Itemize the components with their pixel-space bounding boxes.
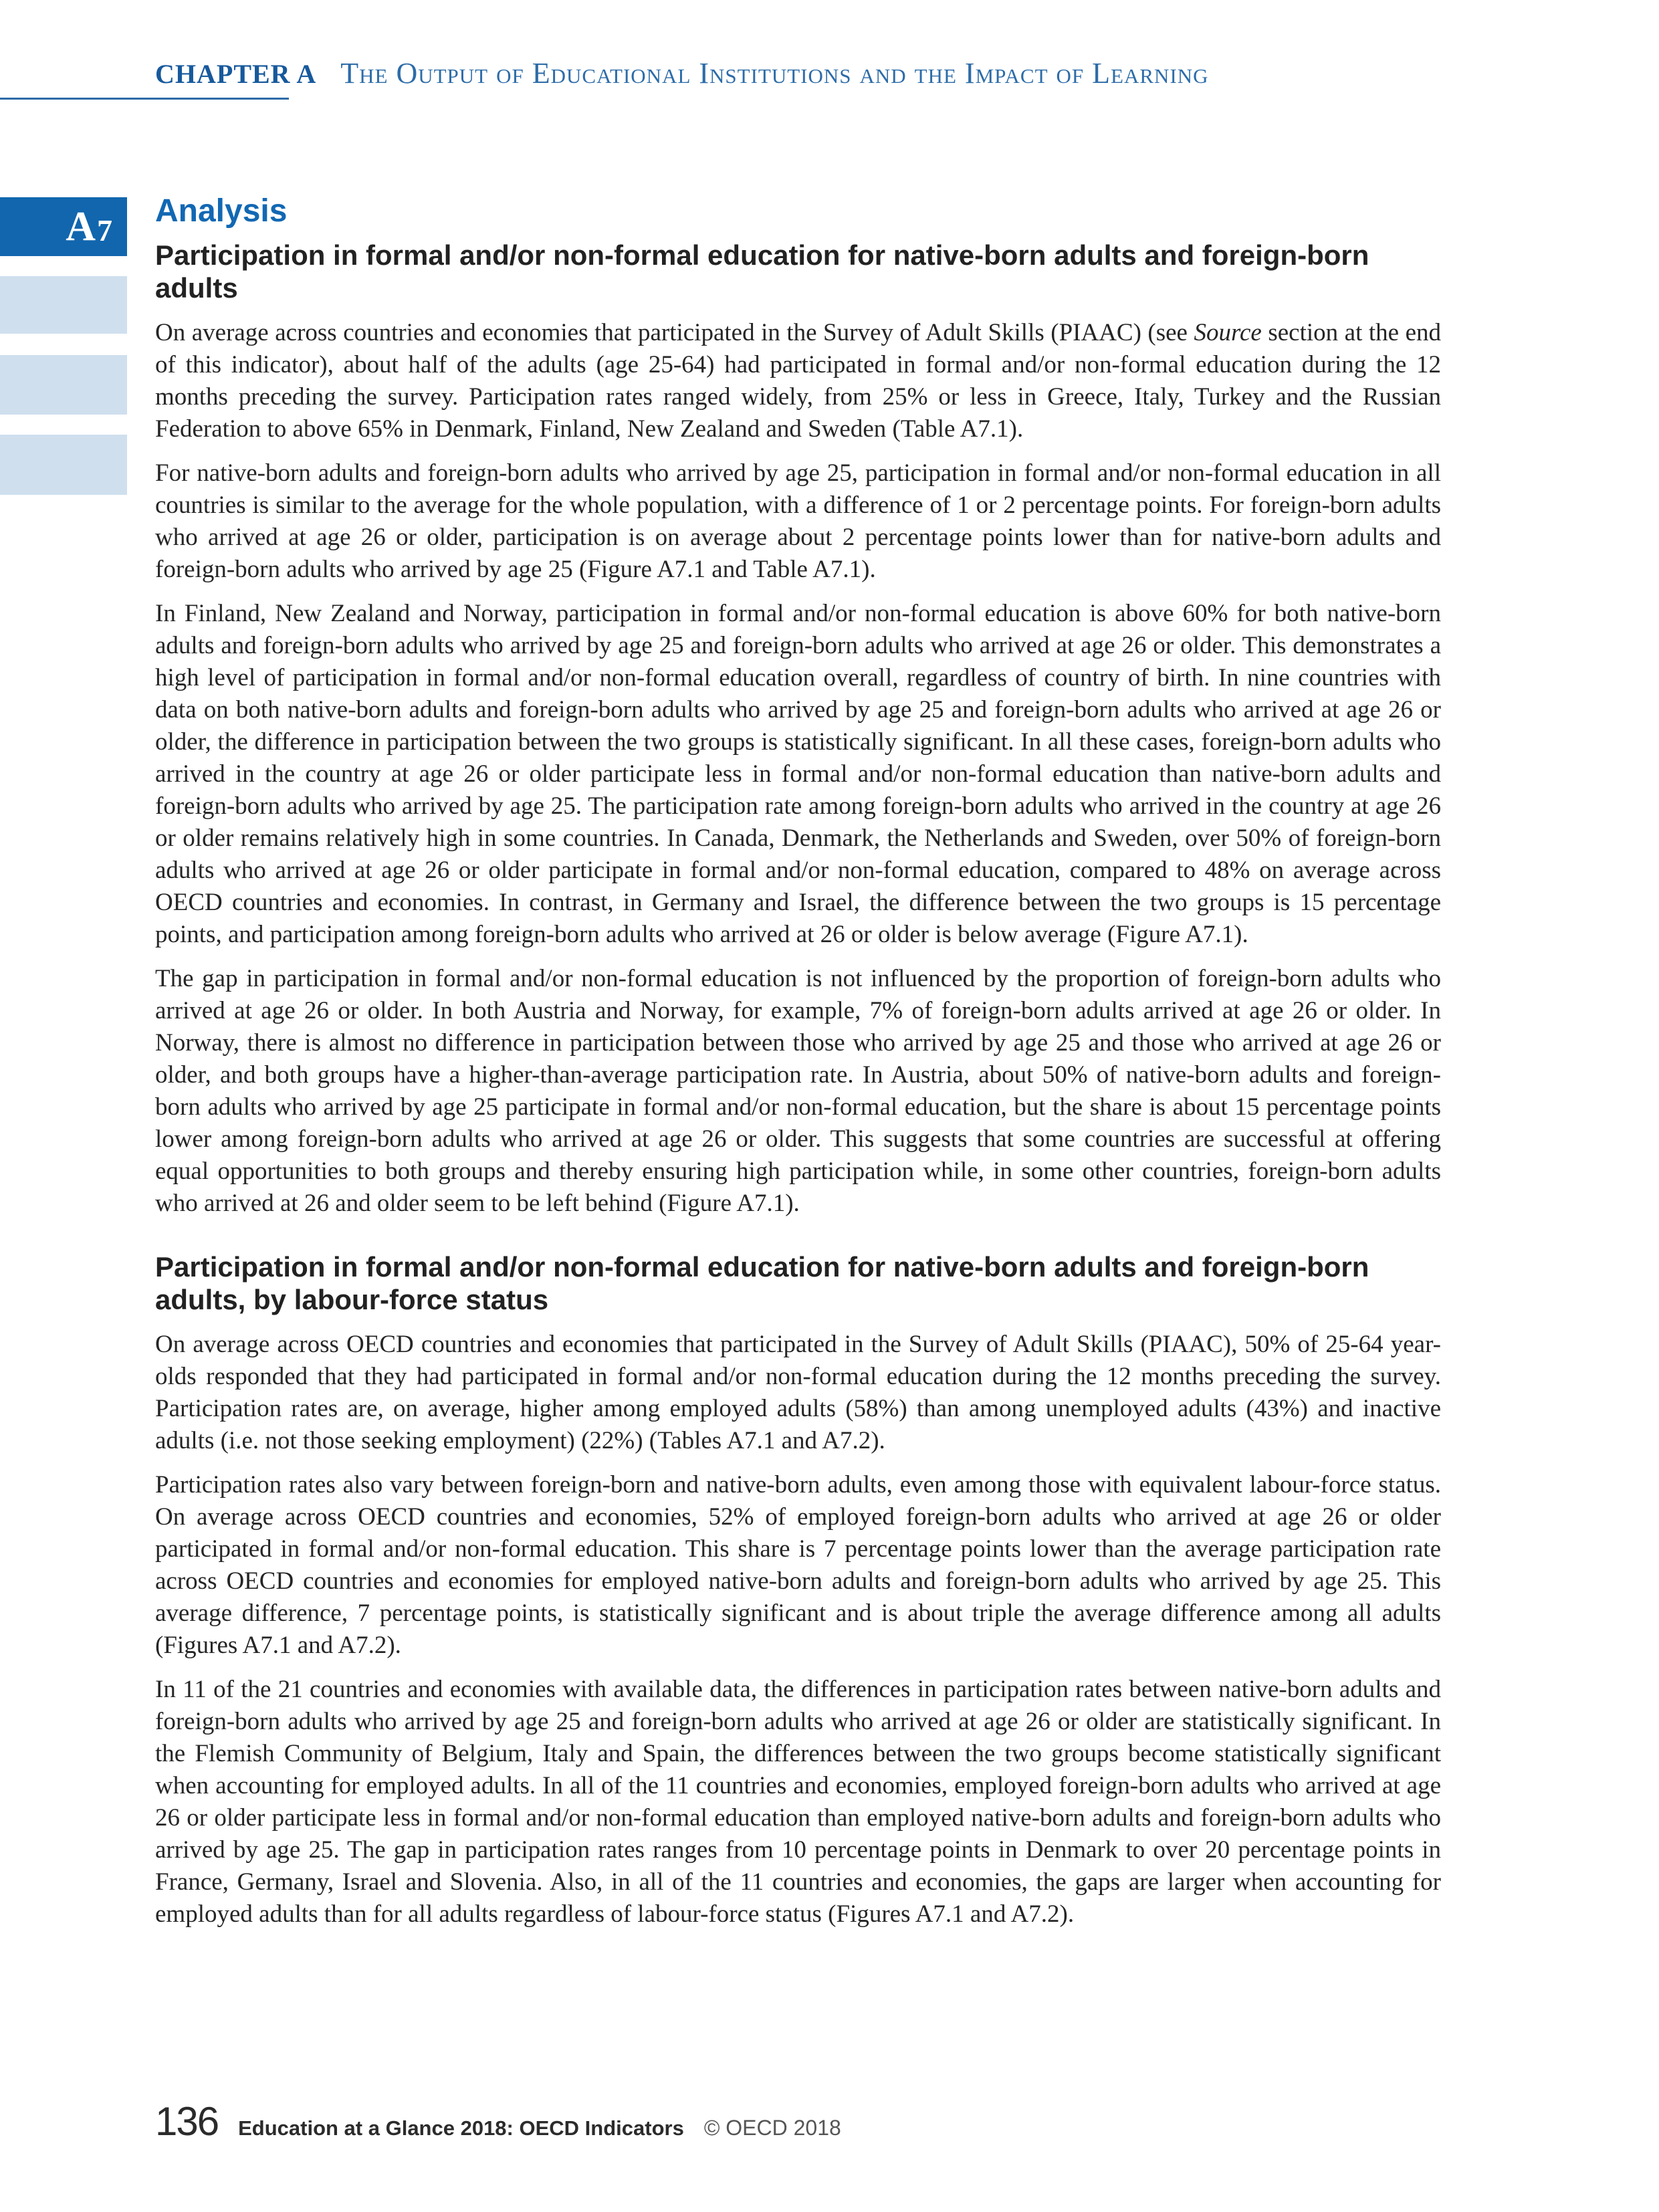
paragraph-4: The gap in participation in formal and/or non-formal education is not influenced by the proportion of foreign-born adults who arrived at age 26 or older. In both Austria and Norway, for example, 7% of foreign-born adults arrived at age 26 or older. In Norway, there is almost no difference in participation between those who arrived by age 25 and those who arrived at age 26 or older, and both groups have a higher-than-average participation rate. In Austria, about 50% of native-born adults and foreign-born adults who arrived by age 25 participate in formal and/or non-formal education, but the share is about 15 percentage points lower among foreign-born adults who arrived at age 26 or older. This suggests that some countries are successful at offering equal opportunities to both groups and thereby ensuring high participation while, in some other countries, foreign-born adults who arrived at 26 and older seem to be left behind (Figure A7.1). [155,964,1441,1217]
book-title: Education at a Glance 2018: OECD Indicators [238,2116,684,2140]
paragraph-1-text: On average across countries and economies that participated in the Survey of Adult Skills (PIAAC) (see [155,318,1194,346]
chapter-label: CHAPTER A [155,59,317,89]
header-rule [0,98,289,100]
section1-heading: Participation in formal and/or non-formal education for native-born adults and foreign-born adults [155,239,1369,304]
analysis-title: Analysis [155,193,288,229]
section2-heading: Participation in formal and/or non-formal education for native-born adults and foreign-born adults, by labour-force status [155,1250,1369,1316]
indicator-badge-letter: A [66,204,96,249]
page-header [0,56,1659,103]
sidebar-block [0,355,127,415]
copyright-notice: © OECD 2018 [703,2116,841,2140]
chapter-title: The Output of Educational Institutions and the Impact of Learning [340,57,1209,90]
paragraph-6: Participation rates also vary between foreign-born and native-born adults, even among those with equivalent labour-force status. On average across OECD countries and economies, 52% of employed foreign-born adults who arrived at age 26 or older participated in formal and/or non-formal education. This share is 7 percentage points lower than the average participation rate across OECD countries and economies for employed native-born adults and foreign-born adults who arrived by age 25. This average difference, 7 percentage points, is statistically significant and is about triple the average difference among all adults (Figures A7.1 and A7.2). [155,1470,1441,1659]
indicator-badge [0,197,127,256]
sidebar-block [0,276,127,334]
page-footer [155,2098,841,2144]
paragraph-3: In Finland, New Zealand and Norway, participation in formal and/or non-formal education is above 60% for both native-born adults and foreign-born adults who arrived by age 25 and foreign-born adults who arrived at age 26 or older. This demonstrates a high level of participation in formal and/or non-formal education overall, regardless of country of birth. In nine countries with data on both native-born adults and foreign-born adults who arrived by age 25 and foreign-born adults who arrived at age 26 or older, the difference in participation between the two groups is statistically significant. In all these cases, foreign-born adults who arrived in the country at age 26 or older participate less in formal and/or non-formal education than native-born adults and foreign-born adults who arrived by age 25. The participation rate among foreign-born adults who arrived in the country at age 26 or older remains relatively high in some countries. In Canada, Denmark, the Netherlands and Sweden, over 50% of foreign-born adults who arrived at age 26 or older participate in formal and/or non-formal education, compared to 48% on average across OECD countries and economies. In contrast, in Germany and Israel, the difference between the two groups is 15 percentage points, and participation among foreign-born adults who arrived at 26 or older is below average (Figure A7.1). [155,599,1441,948]
sidebar-block [0,435,127,495]
source-reference: Source [1194,318,1262,346]
paragraph-1-text-cont: section at the end of this indicator), about half of the adults (age 25-64) had participated in formal and/or non-formal education during the 12 months preceding the survey. Participation rates ranged widely, from 25% or less in Greece, Italy, Turkey and the Russian Federation to above 65% in Denmark, Finland, New Zealand and Sweden (Table A7.1). [155,318,1441,443]
page-number: 136 [155,2099,219,2144]
paragraph-1 [155,317,1441,445]
paragraph-2: For native-born adults and foreign-born adults who arrived by age 25, participation in formal and/or non-formal education in all countries is similar to the average for the whole population, with a difference of 1 or 2 percentage points. For foreign-born adults who arrived at age 26 or older, participation is on average about 2 percentage points lower than for native-born adults and foreign-born adults who arrived by age 25 (Figure A7.1 and Table A7.1). [155,459,1441,583]
indicator-badge-number: 7 [97,213,112,247]
paragraph-5: On average across OECD countries and economies that participated in the Survey of Adult Skills (PIAAC), 50% of 25-64 year-olds responded that they had participated in formal and/or non-formal education during the 12 months preceding the survey. Participation rates are, on average, higher among employed adults (58%) than among unemployed adults (43%) and inactive adults (i.e. not those seeking employment) (22%) (Tables A7.1 and A7.2). [155,1330,1441,1454]
main-column [155,194,1441,1943]
paragraph-7: In 11 of the 21 countries and economies with available data, the differences in participation rates between native-born adults and foreign-born adults who arrived by age 25 and foreign-born adults who arrived at age 26 or older are statistically significant. In the Flemish Community of Belgium, Italy and Spain, the differences between the two groups become statistically significant when accounting for employed adults. In all of the 11 countries and economies, employed foreign-born adults who arrived at age 26 or older participate less in formal and/or non-formal education than employed native-born adults and foreign-born adults who arrived by age 25. The gap in participation rates ranges from 10 percentage points in Denmark to over 20 percentage points in France, Germany, Israel and Slovenia. Also, in all of the 11 countries and economies, the gaps are larger when accounting for employed adults than for all adults regardless of labour-force status (Figures A7.1 and A7.2). [155,1675,1441,1928]
sidebar [0,197,127,495]
